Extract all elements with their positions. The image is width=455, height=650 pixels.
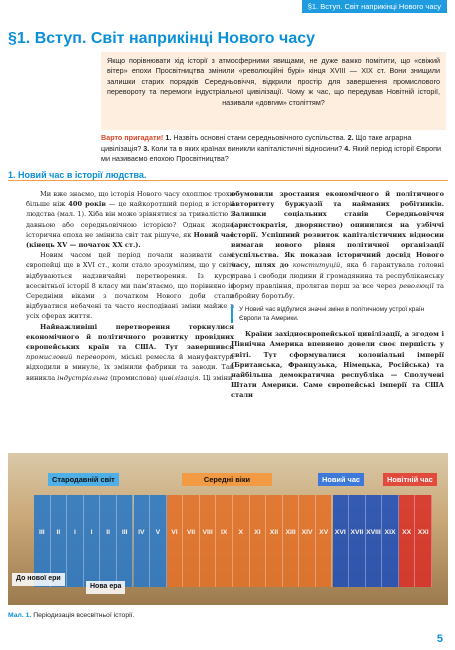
remember-box xyxy=(101,133,446,165)
century-band xyxy=(283,495,300,587)
era-middle-label: Середні віки xyxy=(182,473,272,486)
century-band xyxy=(134,495,151,587)
intro-text: Якщо порівнювати хід історії з атмосферними явищами, не дуже важко помітити, що «свіжий вітер» епохи Просвітництва змінили «революційні бурі» кінця XVIII — XIX ст. Вони знищили залишки старих порядків Середньовіччя, відкрили простір для завершення промислового перевороту та перемоги індустріальної цивілізації. Чому ж час, що передував Новітній історії, називали «довгим» століттям? xyxy=(107,56,440,107)
century-band xyxy=(349,495,366,587)
right-paragraph-2 xyxy=(231,329,444,400)
text-span: , міські ремесла й мануфактури відходили в минуле, їх змінили фабрики та заводи. Так виникла xyxy=(26,353,234,382)
question-1: Назвіть основні стани середньовічного суспільства. xyxy=(173,133,346,142)
century-label: XIV xyxy=(301,529,313,536)
running-head: §1. Вступ. Світ наприкінці Нового часу xyxy=(302,0,447,13)
left-column xyxy=(26,189,234,383)
century-band xyxy=(117,495,134,587)
century-label: XVII xyxy=(350,529,364,536)
text-span: , яка б гарантувала головні права і свободи людини й громадянина та республіканську форму правління, пролягав перш за все через xyxy=(231,261,444,290)
before-era-label: До нової ери xyxy=(12,573,65,586)
left-paragraph-2: Новим часом цей період почали називати самі європейці ще в XVI ст., коли стало зрозумілим, що у світі відбуваються надзвичайні перетворення. Із курсу всесвітньої історії 8 класу ми пам'ятаємо, що порівняно із Середніми віками з початком Нового доби стали відбуватися небачені та часто несподівані зміни майже в усіх сферах життя. xyxy=(26,251,234,321)
right-paragraph-1 xyxy=(231,189,444,301)
question-3: Коли та в яких країнах виникли капіталістичні відносини? xyxy=(151,143,343,153)
new-era-label: Нова ера xyxy=(86,581,125,594)
bold-span: Новий час (кінець XV — початок XX ст.). xyxy=(26,230,234,250)
bold-span: 400 років xyxy=(68,200,107,209)
right-column xyxy=(231,189,444,401)
century-label: II xyxy=(106,529,110,536)
timeline-figure xyxy=(8,453,448,605)
century-label: I xyxy=(74,529,76,536)
century-label: XIX xyxy=(384,529,396,536)
century-label: XX xyxy=(402,529,412,536)
century-label: X xyxy=(238,529,244,536)
left-paragraph-1 xyxy=(26,189,234,250)
question-4: Який період історії Європи ми називаємо епохою Просвітництва? xyxy=(101,143,441,164)
century-band xyxy=(200,495,217,587)
century-label: XIII xyxy=(285,529,296,536)
century-label: XV xyxy=(319,529,329,536)
q1-number: 1. xyxy=(165,133,172,142)
century-label: VII xyxy=(186,529,196,536)
side-note: У Новий час відбулися значні зміни в політичному устрої країн Європи та Америки. xyxy=(231,305,444,323)
century-band xyxy=(382,495,399,587)
bold-span: обумовили зростання економічного й політичного авторитету буржуазії та найманих робітників. Залишки соціальних станів Середньовіччя (аристократія, дворянство) опинилися на узбіччі історії. Успішний розвиток капіталістичних відносин вимагав нового рівня політичної організації суспільства. Як показав історичний досвід Нового часу, шлях до xyxy=(231,190,444,270)
page-number: 5 xyxy=(436,633,443,645)
text-span: Ми вже знаємо, що історія Нового часу охоплює трохи більше ніж xyxy=(26,190,234,209)
century-label: III xyxy=(38,529,45,536)
century-band xyxy=(100,495,117,587)
century-label: II xyxy=(56,529,61,536)
section-divider xyxy=(8,180,448,181)
century-label: XXI xyxy=(417,529,429,536)
figure-caption xyxy=(8,612,134,619)
century-label: VIII xyxy=(202,529,213,536)
era-ancient-label: Стародавній світ xyxy=(48,473,119,486)
italic-span: індустріальна xyxy=(57,373,108,382)
text-span: (промислова) xyxy=(110,373,157,382)
century-label: XVI xyxy=(334,529,346,536)
century-band xyxy=(183,495,200,587)
caption-text: Періодизація всесвітньої історії. xyxy=(33,612,135,619)
q4-number: 4. xyxy=(344,143,351,153)
text-span: — це найкоротший період в історії людства (мал. 1). Хіба він може зрівнятися за тривалістю з давньою або середньовічною історією? Однак жодна історична епоха не змінила світ так рішуче, як xyxy=(26,200,234,239)
era-modern-label: Новий час xyxy=(318,473,364,486)
century-band xyxy=(316,495,333,587)
century-band xyxy=(366,495,383,587)
bold-span: Найважливіші перетворення торкнулися економічного й політичного розвитку провідних європейських країн та США. Тут завершився xyxy=(26,322,234,352)
left-paragraph-3 xyxy=(26,322,234,383)
century-band xyxy=(299,495,316,587)
century-label: IV xyxy=(138,529,145,536)
intro-box xyxy=(101,52,446,130)
q2-number: 2. xyxy=(347,133,354,142)
century-band xyxy=(399,495,416,587)
caption-label: Мал. 1. xyxy=(8,612,32,619)
century-label: VI xyxy=(171,529,178,536)
bold-span: Країни західноєвропейської цивілізації, а згодом і Північна Америка впевнено довели своє першість у світі. Тут сформувалися колоніальні імперії (Британська, Французька, Німецька, Російська) та найбільша демократична республіка — Сполучені Штати Америки. Саме європейські імперії та США стали xyxy=(231,330,444,400)
century-label: IX xyxy=(220,529,228,536)
century-band xyxy=(216,495,233,587)
century-band xyxy=(333,495,350,587)
century-label: XI xyxy=(254,529,261,536)
century-label: III xyxy=(121,529,128,536)
italic-span: промисловий переворот xyxy=(26,353,115,362)
q3-number: 3. xyxy=(143,143,150,153)
text-span: та збройну боротьбу. xyxy=(231,281,444,301)
century-band xyxy=(233,495,250,587)
century-band xyxy=(167,495,184,587)
century-band xyxy=(67,495,84,587)
century-band xyxy=(250,495,267,587)
century-label: V xyxy=(155,529,161,536)
italic-span: цивілізація xyxy=(158,373,199,382)
century-band xyxy=(84,495,101,587)
chapter-title: §1. Вступ. Світ наприкінці Нового часу xyxy=(8,30,316,47)
century-label: XII xyxy=(269,529,279,536)
century-band xyxy=(415,495,432,587)
question-2: Що таке аграрна цивілізація? xyxy=(101,133,412,153)
text-span: . Ці зміни xyxy=(198,373,233,382)
century-label: I xyxy=(90,529,93,536)
century-label: XVIII xyxy=(366,529,381,536)
era-newest-label: Новітній час xyxy=(383,473,437,486)
century-band xyxy=(150,495,167,587)
century-band xyxy=(266,495,283,587)
italic-span: революції xyxy=(398,281,434,290)
remember-label: Варто пригадати! xyxy=(101,133,164,142)
section-heading: 1. Новий час в історії людства. xyxy=(8,170,147,180)
italic-span: конституцій xyxy=(292,261,341,270)
